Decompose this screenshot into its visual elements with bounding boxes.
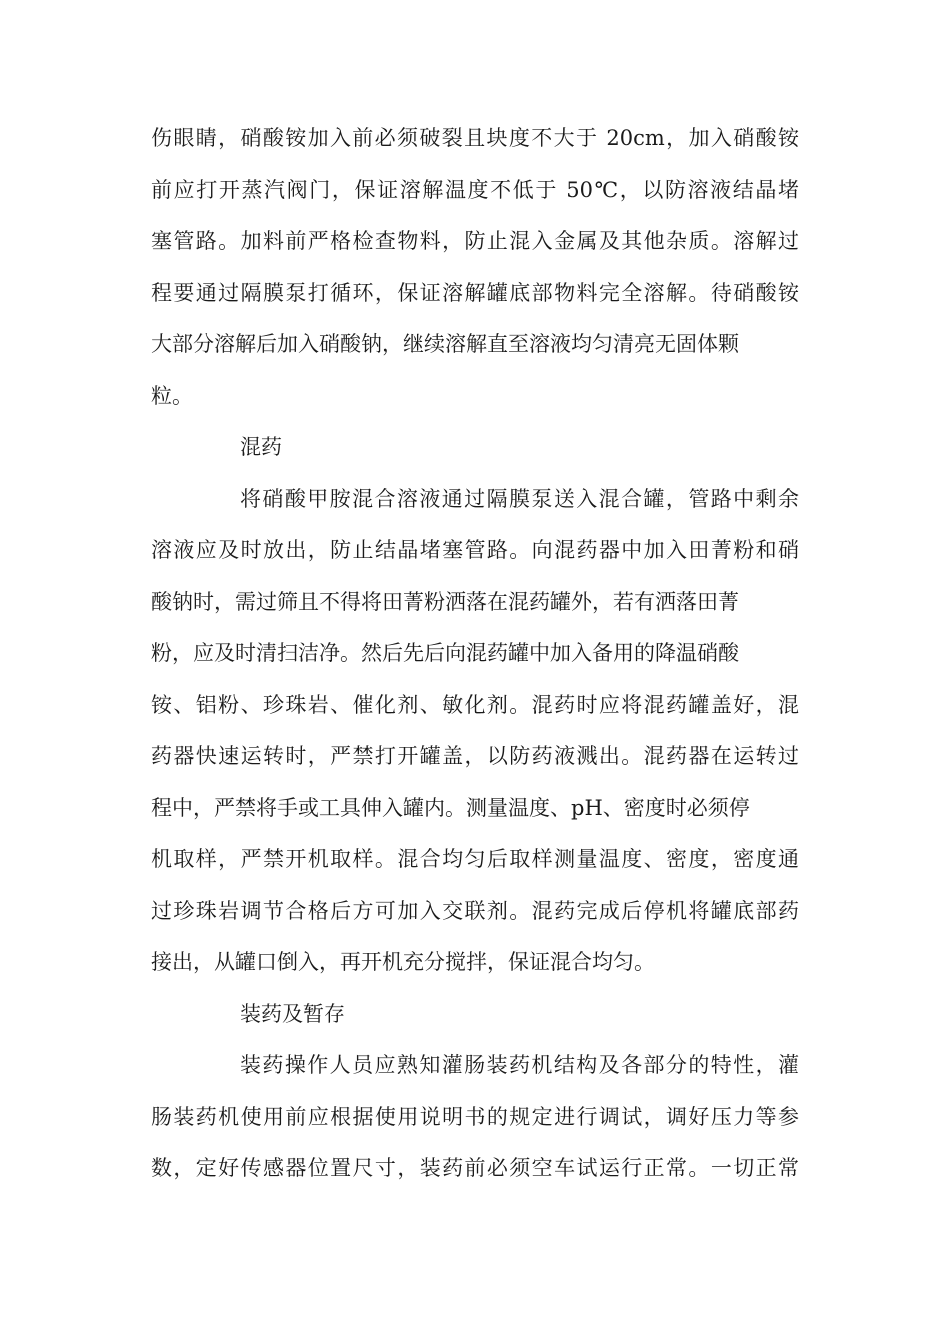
paragraph-line: 前应打开蒸汽阀门，保证溶解温度不低于 50℃，以防溶液结晶堵 (151, 177, 799, 202)
paragraph-line: 将硝酸甲胺混合溶液通过隔膜泵送入混合罐，管路中剩余 (240, 486, 799, 511)
paragraph-line: 铵、铝粉、珍珠岩、催化剂、敏化剂。混药时应将混药罐盖好，混 (151, 692, 799, 717)
paragraph-line: 伤眼睛，硝酸铵加入前必须破裂且块度不大于 20cm，加入硝酸铵 (151, 126, 799, 150)
paragraph-line: 过珍珠岩调节合格后方可加入交联剂。混药完成后停机将罐底部药 (151, 898, 799, 923)
paragraph-line: 肠装药机使用前应根据使用说明书的规定进行调试，调好压力等参 (151, 1104, 799, 1129)
paragraph-line: 接出，从罐口倒入，再开机充分搅拌，保证混合均匀。 (151, 950, 655, 974)
paragraph-line: 溶液应及时放出，防止结晶堵塞管路。向混药器中加入田菁粉和硝 (151, 538, 799, 562)
section-heading: 混药 (240, 435, 282, 459)
paragraph-line: 粒。 (151, 383, 193, 408)
paragraph-line: 粉，应及时清扫洁净。然后先后向混药罐中加入备用的降温硝酸 (151, 641, 739, 665)
paragraph-line: 大部分溶解后加入硝酸钠，继续溶解直至溶液均匀清亮无固体颗 (151, 332, 739, 356)
paragraph-line: 塞管路。加料前严格检查物料，防止混入金属及其他杂质。溶解过 (151, 229, 799, 253)
paragraph-line: 装药操作人员应熟知灌肠装药机结构及各部分的特性，灌 (240, 1053, 799, 1077)
paragraph-line: 数，定好传感器位置尺寸，装药前必须空车试运行正常。一切正常 (151, 1156, 799, 1180)
paragraph-line: 机取样，严禁开机取样。混合均匀后取样测量温度、密度，密度通 (151, 847, 799, 871)
paragraph-line: 程要通过隔膜泵打循环，保证溶解罐底部物料完全溶解。待硝酸铵 (151, 280, 799, 305)
paragraph-line: 药器快速运转时，严禁打开罐盖，以防药液溅出。混药器在运转过 (151, 744, 799, 768)
paragraph-line: 程中，严禁将手或工具伸入罐内。测量温度、pH、密度时必须停 (151, 795, 750, 820)
paragraph-line: 酸钠时，需过筛且不得将田菁粉洒落在混药罐外，若有洒落田菁 (151, 589, 739, 614)
section-heading: 装药及暂存 (240, 1001, 345, 1026)
